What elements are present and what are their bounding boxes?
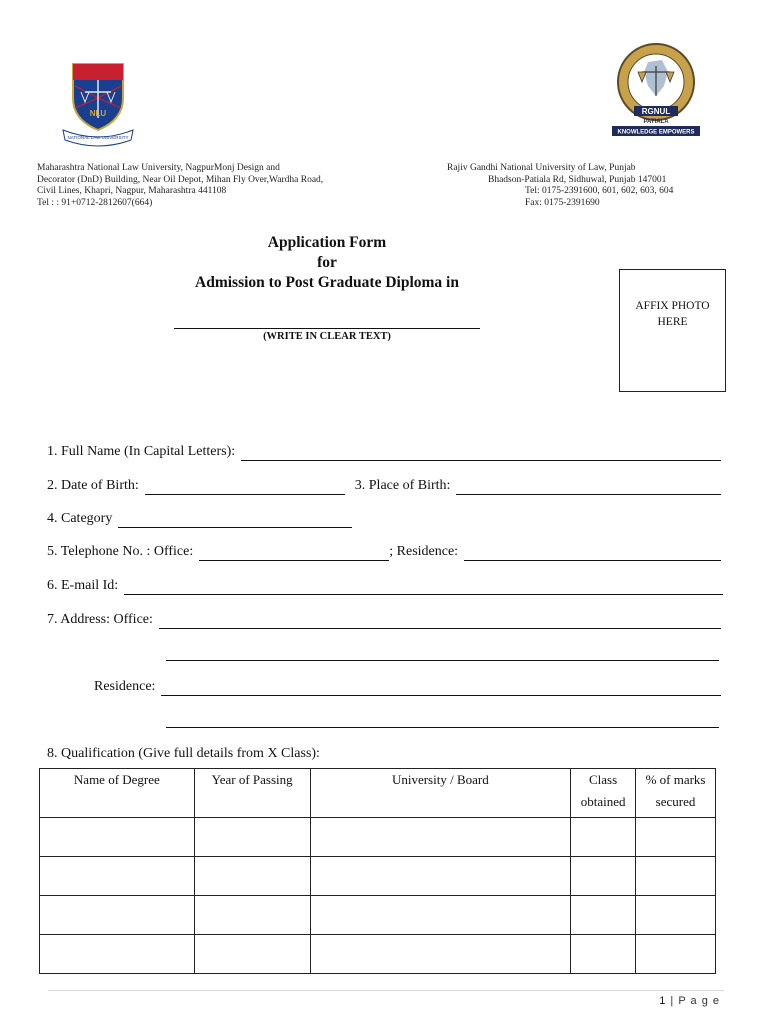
left-address-line: Civil Lines, Khapri, Nagpur, Maharashtra 441108 — [37, 186, 227, 196]
title-line: Application Form — [267, 234, 387, 251]
qualification-label: 8. Qualification (Give full details from X Class): — [47, 746, 320, 761]
full-name-label: 1. Full Name (In Capital Letters): — [47, 444, 236, 459]
write-clear-note: (WRITE IN CLEAR TEXT) — [263, 331, 391, 342]
address-residence-field — [94, 678, 721, 696]
table-cell[interactable] — [571, 935, 636, 974]
table-cell[interactable] — [40, 896, 195, 935]
table-row — [40, 896, 716, 935]
address-residence-blank-2[interactable] — [166, 713, 719, 728]
photo-box-label: HERE — [657, 316, 688, 328]
telephone-residence-blank[interactable] — [464, 546, 721, 561]
qualification-table — [39, 768, 716, 974]
table-cell[interactable] — [310, 857, 571, 896]
page-label: P a g e — [678, 995, 720, 1007]
left-address-line: Tel : : 91+0712-2812607(664) — [37, 197, 153, 208]
pob-label: 3. Place of Birth: — [354, 478, 451, 493]
header-class-line: Class — [589, 772, 618, 787]
telephone-office-blank[interactable] — [199, 546, 389, 561]
svg-text:NLU: NLU — [89, 109, 107, 118]
left-address — [37, 163, 323, 209]
qualification-heading — [47, 745, 320, 763]
title-line: for — [317, 254, 337, 271]
left-address-line: Maharashtra National Law University, NagpurMonj Design and — [37, 163, 280, 173]
header-class-line: obtained — [580, 794, 626, 809]
right-address-line: Tel: 0175-2391600, 601, 602, 603, 604 — [525, 186, 674, 196]
header-marks-line: % of marks — [645, 772, 706, 787]
dob-pob-field — [47, 477, 721, 495]
category-blank[interactable] — [118, 513, 352, 528]
table-cell[interactable] — [571, 857, 636, 896]
table-cell[interactable] — [310, 935, 571, 974]
email-label: 6. E-mail Id: — [47, 578, 119, 593]
rgnul-seal-logo-icon — [610, 42, 702, 138]
table-cell[interactable] — [40, 857, 195, 896]
nlu-nagpur-crest-logo-icon — [57, 58, 139, 148]
email-field — [47, 577, 723, 595]
svg-text:PATIALA: PATIALA — [643, 119, 669, 125]
header-marks-line: secured — [655, 794, 696, 809]
footer-divider — [48, 990, 724, 991]
address-office-field — [47, 611, 721, 629]
table-cell[interactable] — [194, 818, 310, 857]
page-number: 1 — [659, 995, 667, 1007]
table-cell[interactable] — [310, 818, 571, 857]
telephone-office-label: 5. Telephone No. : Office: — [47, 544, 194, 559]
table-cell[interactable] — [636, 818, 716, 857]
table-cell[interactable] — [310, 896, 571, 935]
address-office-blank-2[interactable] — [166, 646, 719, 661]
page-separator: | — [670, 995, 675, 1007]
table-row — [40, 857, 716, 896]
table-header-row — [40, 769, 716, 818]
dob-blank[interactable] — [145, 480, 345, 495]
full-name-blank[interactable] — [241, 446, 721, 461]
header-class-obtained — [571, 769, 636, 818]
table-row — [40, 818, 716, 857]
category-field — [47, 510, 377, 528]
right-address — [440, 163, 730, 209]
address-office-label: 7. Address: Office: — [47, 612, 153, 627]
address-residence-blank[interactable] — [161, 681, 721, 696]
form-title — [120, 233, 534, 293]
affix-photo-box[interactable] — [619, 269, 726, 392]
right-address-line: Bhadson-Patiala Rd, Sidhuwal, Punjab 147001 — [488, 174, 667, 185]
right-address-line: Fax: 0175-2391690 — [525, 197, 600, 208]
dob-label: 2. Date of Birth: — [47, 478, 139, 493]
header-year-of-passing: Year of Passing — [194, 769, 310, 818]
table-row — [40, 935, 716, 974]
telephone-field — [47, 543, 721, 561]
table-cell[interactable] — [40, 935, 195, 974]
page-footer — [659, 995, 720, 1007]
header-university-board: University / Board — [310, 769, 571, 818]
table-cell[interactable] — [636, 935, 716, 974]
nlu-nagpur-logo — [57, 58, 139, 148]
diploma-name-blank[interactable] — [174, 312, 480, 329]
header-name-of-degree: Name of Degree — [40, 769, 195, 818]
table-cell[interactable] — [571, 818, 636, 857]
pob-blank[interactable] — [456, 480, 721, 495]
table-cell[interactable] — [40, 818, 195, 857]
header-marks-secured — [636, 769, 716, 818]
left-address-line: Decorator (DnD) Building, Near Oil Depot, Mihan Fly Over,Wardha Road, — [37, 174, 324, 185]
table-cell[interactable] — [194, 857, 310, 896]
category-label: 4. Category — [47, 511, 113, 526]
address-office-blank[interactable] — [159, 614, 721, 629]
full-name-field — [47, 443, 721, 461]
table-cell[interactable] — [636, 857, 716, 896]
table-cell[interactable] — [571, 896, 636, 935]
svg-text:RGNUL: RGNUL — [641, 107, 671, 116]
telephone-residence-label: ; Residence: — [389, 544, 459, 559]
rgnul-logo — [610, 42, 702, 138]
table-cell[interactable] — [194, 896, 310, 935]
table-cell[interactable] — [194, 935, 310, 974]
right-address-line: Rajiv Gandhi National University of Law, Punjab — [447, 163, 636, 173]
address-residence-label: Residence: — [94, 679, 156, 694]
svg-text:KNOWLEDGE EMPOWERS: KNOWLEDGE EMPOWERS — [617, 129, 695, 136]
svg-text:NATIONAL LAW UNIVERSITY: NATIONAL LAW UNIVERSITY — [67, 135, 129, 140]
email-blank[interactable] — [124, 580, 723, 595]
photo-box-label: AFFIX PHOTO — [635, 300, 710, 312]
table-cell[interactable] — [636, 896, 716, 935]
title-line: Admission to Post Graduate Diploma in — [195, 274, 459, 291]
